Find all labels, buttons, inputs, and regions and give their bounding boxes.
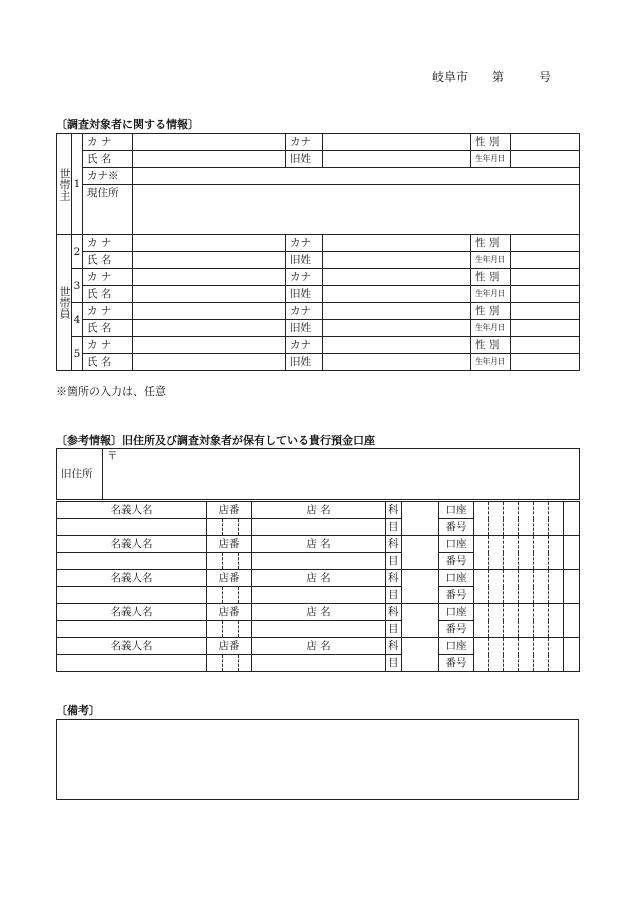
moku-label: 目 <box>386 621 402 638</box>
branch-no-digit[interactable] <box>239 553 252 570</box>
name-label: 氏 名 <box>83 286 133 303</box>
kana-note-label: カナ※ <box>83 168 133 185</box>
holder-field[interactable] <box>57 553 207 570</box>
holder-field[interactable] <box>57 655 207 672</box>
account-digit[interactable] <box>564 502 580 536</box>
kana-field[interactable] <box>133 235 286 252</box>
name-label: 氏 名 <box>83 354 133 371</box>
branch-name-label: 店 名 <box>252 502 386 519</box>
bank-accounts-table <box>56 501 580 672</box>
branch-no-digit[interactable] <box>239 621 252 638</box>
branch-name-field[interactable] <box>252 655 386 672</box>
branch-no-digit[interactable] <box>207 519 223 536</box>
birth-label: 生年月日 <box>471 286 511 303</box>
maiden-name-field[interactable] <box>323 252 471 269</box>
account-digit[interactable] <box>474 502 489 536</box>
ka-label: 科 <box>386 604 402 621</box>
moku-label: 目 <box>386 587 402 604</box>
row-number: 3 <box>72 269 83 303</box>
header-city: 岐阜市 <box>432 70 469 84</box>
holder-label: 名義人名 <box>57 570 207 587</box>
members-label: 世帯員 <box>57 235 72 371</box>
branch-name-label: 店 名 <box>252 570 386 587</box>
branch-no-digit[interactable] <box>239 587 252 604</box>
branch-name-field[interactable] <box>252 519 386 536</box>
holder-label: 名義人名 <box>57 536 207 553</box>
moku-label: 目 <box>386 553 402 570</box>
moku-label: 目 <box>386 655 402 672</box>
branch-no-digit[interactable] <box>223 553 239 570</box>
maiden-name-field[interactable] <box>323 320 471 337</box>
kana-field-2[interactable] <box>323 235 471 252</box>
branch-no-label: 店番 <box>207 570 252 587</box>
branch-no-digit[interactable] <box>207 655 223 672</box>
holder-label: 名義人名 <box>57 638 207 655</box>
branch-no-digit[interactable] <box>223 587 239 604</box>
branch-name-field[interactable] <box>252 587 386 604</box>
account-digit[interactable] <box>489 536 504 570</box>
account-digit[interactable] <box>504 570 519 604</box>
sex-field[interactable] <box>511 337 580 354</box>
account-digit[interactable] <box>474 638 489 672</box>
account-digit[interactable] <box>564 638 580 672</box>
moku-label: 目 <box>386 519 402 536</box>
bango-label: 番号 <box>439 621 474 638</box>
kana-short-label: カナ <box>286 235 323 252</box>
kana-label: カ ナ <box>83 303 133 320</box>
account-digit[interactable] <box>534 638 549 672</box>
account-digit[interactable] <box>504 502 519 536</box>
koza-label: 口座 <box>439 570 474 587</box>
sex-field[interactable] <box>511 303 580 320</box>
header-dai: 第 <box>492 70 505 84</box>
account-digit[interactable] <box>519 502 534 536</box>
kana-field[interactable] <box>133 337 286 354</box>
branch-no-digit[interactable] <box>223 519 239 536</box>
sex-label: 性 別 <box>471 337 511 354</box>
name-field[interactable] <box>133 286 286 303</box>
branch-name-label: 店 名 <box>252 638 386 655</box>
row-number: 1 <box>72 134 83 235</box>
birth-field[interactable] <box>511 354 580 371</box>
kana-short-label: カナ <box>286 337 323 354</box>
holder-field[interactable] <box>57 587 207 604</box>
holder-field[interactable] <box>57 519 207 536</box>
bango-label: 番号 <box>439 587 474 604</box>
ka-label: 科 <box>386 502 402 519</box>
holder-field[interactable] <box>57 621 207 638</box>
bango-label: 番号 <box>439 553 474 570</box>
branch-no-label: 店番 <box>207 638 252 655</box>
kana-label: カ ナ <box>83 337 133 354</box>
holder-label: 名義人名 <box>57 604 207 621</box>
postal-mark-icon: 〒 <box>107 450 118 462</box>
maiden-name-label: 旧姓 <box>286 151 323 168</box>
kana-field-2[interactable] <box>323 269 471 286</box>
account-digit[interactable] <box>534 604 549 638</box>
name-field[interactable] <box>133 320 286 337</box>
account-digit[interactable] <box>489 502 504 536</box>
birth-field[interactable] <box>511 151 580 168</box>
name-field[interactable] <box>133 151 286 168</box>
sex-field[interactable] <box>511 134 580 151</box>
kana-field[interactable] <box>133 303 286 320</box>
koza-label: 口座 <box>439 604 474 621</box>
account-digit[interactable] <box>519 638 534 672</box>
account-digit[interactable] <box>504 638 519 672</box>
branch-no-digit[interactable] <box>223 621 239 638</box>
bango-label: 番号 <box>439 519 474 536</box>
subject-info-table <box>56 133 580 371</box>
subject-field[interactable] <box>402 536 439 570</box>
section1-title: 〔調査対象者に関する情報〕 <box>56 118 199 131</box>
remarks-title: 〔備考〕 <box>56 704 100 717</box>
sex-label: 性 別 <box>471 235 511 252</box>
account-digit[interactable] <box>504 536 519 570</box>
account-digit[interactable] <box>549 638 564 672</box>
branch-no-digit[interactable] <box>207 587 223 604</box>
bango-label: 番号 <box>439 655 474 672</box>
birth-field[interactable] <box>511 286 580 303</box>
old-address-label: 旧住所 <box>57 449 103 500</box>
kana-short-label: カナ <box>286 269 323 286</box>
birth-field[interactable] <box>511 320 580 337</box>
subject-field[interactable] <box>402 570 439 604</box>
kana-label: カ ナ <box>83 235 133 252</box>
name-label: 氏 名 <box>83 320 133 337</box>
kana-field[interactable] <box>133 134 286 151</box>
sex-label: 性 別 <box>471 134 511 151</box>
maiden-name-field[interactable] <box>323 151 471 168</box>
section2-title: 〔参考情報〕旧住所及び調査対象者が保有している貴行預金口座 <box>56 434 375 447</box>
householder-label: 世帯主 <box>57 134 72 235</box>
account-digit[interactable] <box>534 536 549 570</box>
ka-label: 科 <box>386 570 402 587</box>
kana-label: カ ナ <box>83 269 133 286</box>
kana-field[interactable] <box>133 269 286 286</box>
sex-label: 性 別 <box>471 303 511 320</box>
branch-no-digit[interactable] <box>207 553 223 570</box>
kana-note-field[interactable] <box>133 168 580 185</box>
koza-label: 口座 <box>439 502 474 519</box>
koza-label: 口座 <box>439 638 474 655</box>
kana-label: カ ナ <box>83 134 133 151</box>
address-label: 現住所 <box>83 185 133 235</box>
account-digit[interactable] <box>489 638 504 672</box>
birth-label: 生年月日 <box>471 151 511 168</box>
kana-short-label: カナ <box>286 134 323 151</box>
account-digit[interactable] <box>534 502 549 536</box>
name-label: 氏 名 <box>83 151 133 168</box>
subject-field[interactable] <box>402 604 439 638</box>
branch-no-digit[interactable] <box>223 655 239 672</box>
branch-name-label: 店 名 <box>252 536 386 553</box>
subject-field[interactable] <box>402 502 439 536</box>
maiden-name-field[interactable] <box>323 286 471 303</box>
account-digit[interactable] <box>489 604 504 638</box>
optional-note: ※箇所の入力は、任意 <box>56 385 166 398</box>
branch-name-field[interactable] <box>252 553 386 570</box>
maiden-name-label: 旧姓 <box>286 286 323 303</box>
subject-field[interactable] <box>402 638 439 672</box>
sex-field[interactable] <box>511 269 580 286</box>
branch-no-label: 店番 <box>207 536 252 553</box>
old-address-table <box>56 448 580 500</box>
account-digit[interactable] <box>519 570 534 604</box>
holder-label: 名義人名 <box>57 502 207 519</box>
branch-no-digit[interactable] <box>239 655 252 672</box>
birth-label: 生年月日 <box>471 320 511 337</box>
account-digit[interactable] <box>564 536 580 570</box>
account-digit[interactable] <box>504 604 519 638</box>
branch-name-label: 店 名 <box>252 604 386 621</box>
account-digit[interactable] <box>549 570 564 604</box>
account-digit[interactable] <box>474 536 489 570</box>
old-address-field[interactable] <box>103 449 580 500</box>
name-field[interactable] <box>133 354 286 371</box>
account-digit[interactable] <box>549 604 564 638</box>
kana-short-label: カナ <box>286 303 323 320</box>
name-label: 氏 名 <box>83 252 133 269</box>
maiden-name-label: 旧姓 <box>286 252 323 269</box>
address-field[interactable] <box>133 185 580 235</box>
sex-label: 性 別 <box>471 269 511 286</box>
maiden-name-label: 旧姓 <box>286 354 323 371</box>
account-digit[interactable] <box>519 536 534 570</box>
sex-field[interactable] <box>511 235 580 252</box>
branch-no-digit[interactable] <box>207 621 223 638</box>
kana-field-2[interactable] <box>323 337 471 354</box>
account-digit[interactable] <box>564 570 580 604</box>
header-go: 号 <box>539 70 552 84</box>
remarks-field[interactable] <box>56 719 579 800</box>
account-digit[interactable] <box>564 604 580 638</box>
birth-label: 生年月日 <box>471 354 511 371</box>
kana-field-2[interactable] <box>323 303 471 320</box>
maiden-name-field[interactable] <box>323 354 471 371</box>
branch-no-digit[interactable] <box>239 519 252 536</box>
account-digit[interactable] <box>549 502 564 536</box>
birth-field[interactable] <box>511 252 580 269</box>
branch-no-label: 店番 <box>207 604 252 621</box>
account-digit[interactable] <box>489 570 504 604</box>
account-digit[interactable] <box>534 570 549 604</box>
row-number: 2 <box>72 235 83 269</box>
ka-label: 科 <box>386 536 402 553</box>
account-digit[interactable] <box>549 536 564 570</box>
maiden-name-label: 旧姓 <box>286 320 323 337</box>
branch-name-field[interactable] <box>252 621 386 638</box>
account-digit[interactable] <box>474 604 489 638</box>
row-number: 4 <box>72 303 83 337</box>
name-field[interactable] <box>133 252 286 269</box>
birth-label: 生年月日 <box>471 252 511 269</box>
kana-field-2[interactable] <box>323 134 471 151</box>
row-number: 5 <box>72 337 83 371</box>
koza-label: 口座 <box>439 536 474 553</box>
account-digit[interactable] <box>474 570 489 604</box>
branch-no-label: 店番 <box>207 502 252 519</box>
account-digit[interactable] <box>519 604 534 638</box>
ka-label: 科 <box>386 638 402 655</box>
